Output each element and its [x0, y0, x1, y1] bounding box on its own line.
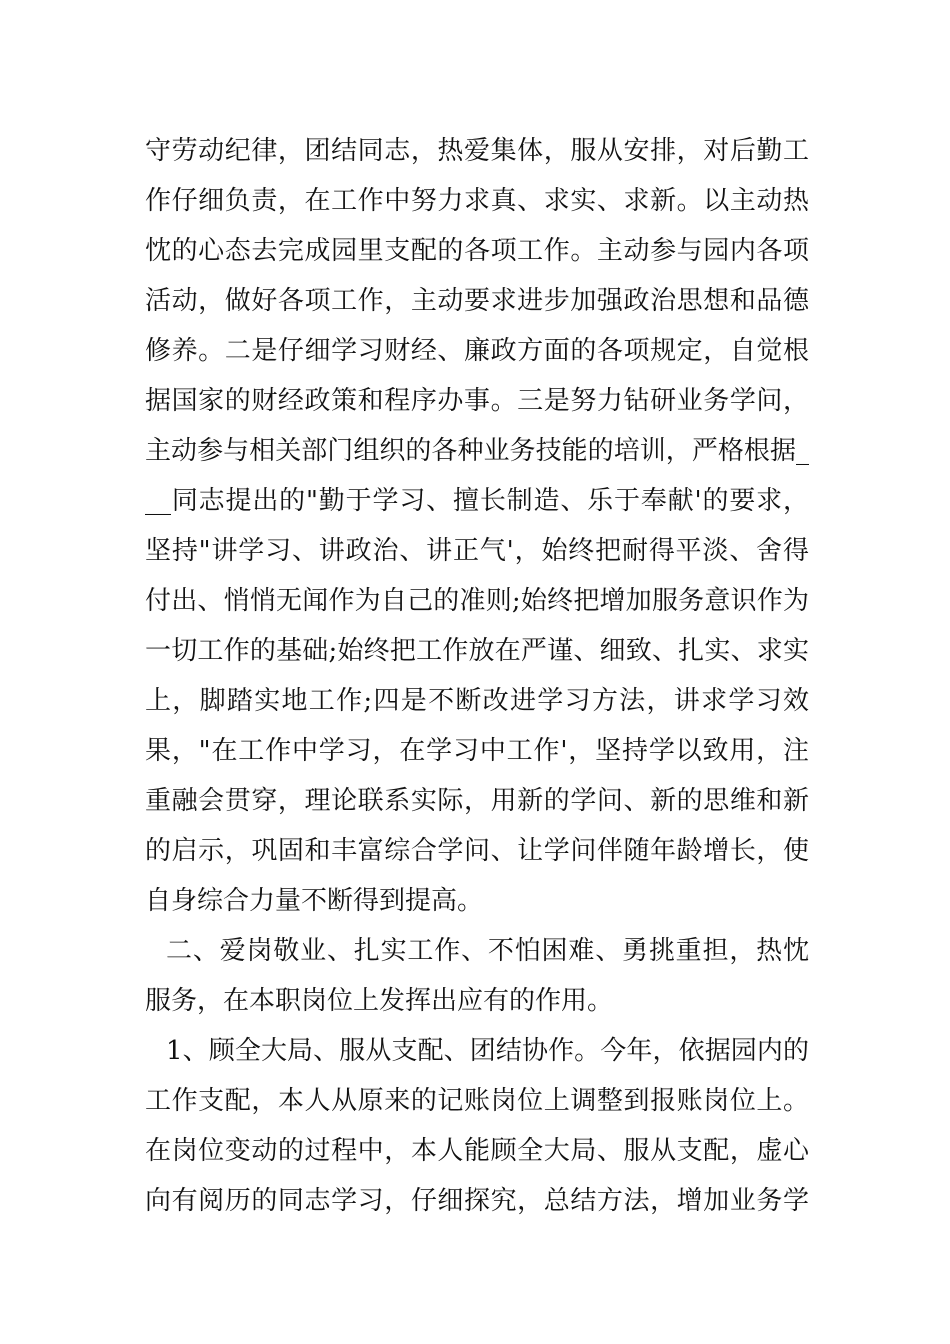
text-line: 在岗位变动的过程中，本人能顾全大局、服从支配，虚心 [145, 1136, 809, 1166]
text-line: 向有阅历的同志学习，仔细探究，总结方法，增加业务学 [145, 1186, 809, 1216]
text-line: 修养。二是仔细学习财经、廉政方面的各项规定，自觉根 [145, 336, 809, 366]
body-text [145, 126, 809, 1226]
text-line: 主动参与相关部门组织的各种业务技能的培训，严格根据_ [145, 436, 809, 466]
text-line: 自身综合力量不断得到提高。 [145, 886, 484, 916]
section-heading-line: 二、爱岗敬业、扎实工作、不怕困难、勇挑重担，热忱 [166, 936, 809, 966]
text-line: 忱的心态去完成园里支配的各项工作。主动参与园内各项 [145, 236, 809, 266]
text-line: 据国家的财经政策和程序办事。三是努力钻研业务学问， [145, 386, 809, 416]
text-line: 一切工作的基础;始终把工作放在严谨、细致、扎实、求实 [145, 636, 809, 666]
text-line: 作仔细负责，在工作中努力求真、求实、求新。以主动热 [145, 186, 809, 216]
text-line: __同志提出的"勤于学习、擅长制造、乐于奉献'的要求， [145, 486, 809, 516]
text-line: 坚持"讲学习、讲政治、讲正气'，始终把耐得平淡、舍得 [145, 536, 809, 566]
text-line: 的启示，巩固和丰富综合学问、让学问伴随年龄增长，使 [145, 836, 809, 866]
text-line: 果，"在工作中学习，在学习中工作'，坚持学以致用，注 [145, 736, 809, 766]
text-line: 服务，在本职岗位上发挥出应有的作用。 [145, 986, 614, 1016]
text-line: 活动，做好各项工作，主动要求进步加强政治思想和品德 [145, 286, 809, 316]
text-line: 守劳动纪律，团结同志，热爱集体，服从安排，对后勤工 [145, 136, 809, 166]
text-line: 付出、悄悄无闻作为自己的准则;始终把增加服务意识作为 [145, 586, 809, 616]
text-line: 上，脚踏实地工作;四是不断改进学习方法，讲求学习效 [145, 686, 809, 716]
text-line: 重融会贯穿，理论联系实际，用新的学问、新的思维和新 [145, 786, 809, 816]
numbered-item-line: 1、顾全大局、服从支配、团结协作。今年，依据园内的 [166, 1036, 809, 1066]
text-line: 工作支配，本人从原来的记账岗位上调整到报账岗位上。 [145, 1086, 809, 1116]
